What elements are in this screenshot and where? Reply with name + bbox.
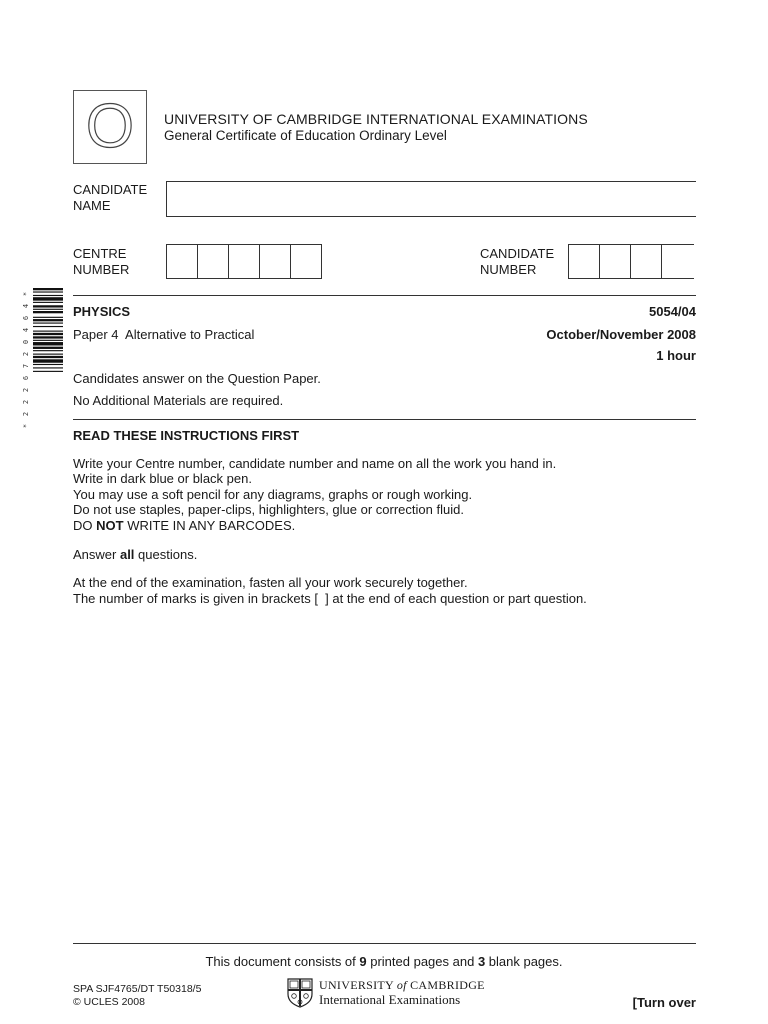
centre-digit-box[interactable] — [166, 244, 198, 279]
barcode-bar — [33, 297, 63, 300]
instructions-list — [73, 456, 587, 606]
instruction-line: The number of marks is given in brackets [ ] at the end of each question or part question. — [73, 590, 587, 606]
barcode-digit: 2 — [22, 387, 30, 393]
paper-title: Paper 4 Alternative to Practical — [73, 327, 255, 342]
barcode-bar — [33, 309, 63, 310]
instruction-line: Write your Centre number, candidate number and name on all the work you hand in. — [73, 456, 557, 471]
candidate-number-field[interactable] — [568, 244, 694, 279]
instruction-line: DO NOT WRITE IN ANY BARCODES. — [73, 517, 296, 533]
centre-digit-box[interactable] — [228, 244, 260, 279]
barcode-bar — [33, 359, 63, 362]
barcode-digits — [24, 288, 32, 432]
barcode-digit: 2 — [22, 351, 30, 357]
candidate-name-field[interactable] — [166, 181, 696, 217]
answer-instruction: Answer all questions. — [73, 547, 198, 563]
instruction-line: You may use a soft pencil for any diagrams, graphs or rough working. — [73, 486, 473, 502]
barcode-bar — [33, 333, 63, 335]
barcode-bar — [33, 336, 63, 338]
board-title: UNIVERSITY OF CAMBRIDGE INTERNATIONAL EXAMINATIONS — [164, 111, 588, 127]
subject: PHYSICS — [73, 304, 131, 319]
logo-letter: O — [85, 92, 135, 161]
barcode-bar — [33, 331, 63, 332]
barcode-bar — [33, 356, 63, 358]
barcode-bar — [33, 288, 63, 290]
barcode-bar — [33, 302, 63, 303]
syllabus-code: 5054/04 — [649, 304, 696, 319]
candidate-digit-box[interactable] — [630, 244, 662, 279]
centre-digit-box[interactable] — [290, 244, 322, 279]
copyright: © UCLES 2008 — [73, 996, 145, 1008]
barcode-digit: 6 — [22, 315, 30, 321]
barcode-bar — [33, 305, 63, 307]
candidate-digit-box[interactable] — [661, 244, 694, 279]
barcode-digit: * — [22, 423, 30, 429]
centre-number-label-line2: NUMBER — [73, 262, 130, 277]
turn-over-note: [Turn over — [632, 995, 696, 1010]
barcode-digit: * — [22, 291, 30, 297]
barcode-bar — [33, 342, 63, 345]
barcode-bar — [33, 311, 63, 313]
university-name: UNIVERSITY of CAMBRIDGE — [319, 978, 485, 992]
candidate-name-label-line2: NAME — [73, 198, 111, 213]
barcode-digit: 2 — [22, 411, 30, 417]
barcode-bar — [33, 367, 63, 368]
barcode — [33, 288, 63, 433]
centre-number-field[interactable] — [166, 244, 322, 279]
centre-number-label — [73, 246, 129, 278]
barcode-bar — [33, 340, 63, 341]
page-count-note: This document consists of 9 printed pages and 3 blank pages. — [205, 954, 563, 969]
candidate-digit-box[interactable] — [568, 244, 600, 279]
barcode-bar — [33, 364, 63, 365]
barcode-digit: 2 — [22, 399, 30, 405]
candidate-number-label-line1: CANDIDATE — [480, 246, 555, 261]
barcode-bar — [33, 323, 63, 324]
qualification-title: General Certificate of Education Ordinary Level — [164, 128, 447, 143]
candidate-number-label — [480, 246, 554, 278]
centre-digit-box[interactable] — [197, 244, 229, 279]
board-name: International Examinations — [319, 992, 461, 1007]
candidate-name-label — [73, 182, 147, 214]
barcode-bar — [33, 291, 63, 292]
materials-note: No Additional Materials are required. — [73, 393, 284, 408]
barcode-bar — [33, 354, 63, 355]
instructions-heading: READ THESE INSTRUCTIONS FIRST — [73, 428, 300, 443]
centre-number-label-line1: CENTRE — [73, 246, 127, 261]
barcode-digit: 4 — [22, 327, 30, 333]
barcode-digit: 6 — [22, 375, 30, 381]
document-reference — [73, 983, 201, 1009]
university-crest-icon — [287, 978, 313, 1008]
candidate-name-label-line1: CANDIDATE — [73, 182, 148, 197]
exam-session: October/November 2008 — [546, 327, 696, 342]
reference-code: SPA SJF4765/DT T50318/5 — [73, 983, 202, 995]
candidate-number-label-line2: NUMBER — [480, 262, 537, 277]
barcode-digit: 7 — [22, 363, 30, 369]
barcode-digit: 4 — [22, 303, 30, 309]
barcode-bar — [33, 295, 63, 296]
instruction-line: At the end of the examination, fasten all your work securely together. — [73, 575, 468, 591]
centre-digit-box[interactable] — [259, 244, 291, 279]
barcode-bar — [33, 319, 63, 321]
exam-level-logo — [73, 90, 147, 164]
barcode-bar — [33, 326, 63, 327]
instruction-line: Do not use staples, paper-clips, highlighters, glue or correction fluid. — [73, 502, 464, 518]
answer-note: Candidates answer on the Question Paper. — [73, 371, 321, 386]
candidate-digit-box[interactable] — [599, 244, 631, 279]
barcode-bar — [33, 371, 63, 372]
footer-divider — [73, 943, 696, 944]
barcode-bar — [33, 317, 63, 318]
divider — [73, 419, 696, 420]
instruction-line: Write in dark blue or black pen. — [73, 471, 252, 487]
barcode-digit: 0 — [22, 339, 30, 345]
barcode-bar — [33, 350, 63, 351]
exam-duration: 1 hour — [656, 348, 696, 363]
barcode-bar — [33, 347, 63, 349]
divider — [73, 295, 696, 296]
